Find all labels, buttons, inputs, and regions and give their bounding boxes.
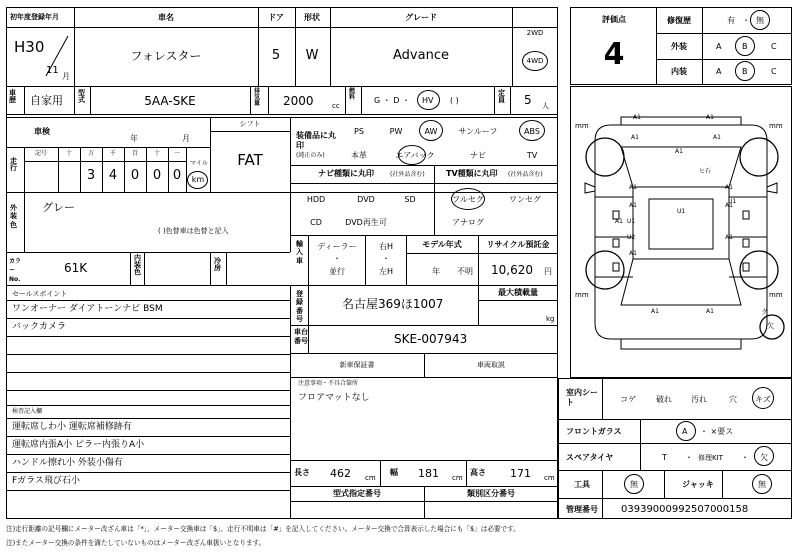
sheet-stain: 汚れ xyxy=(691,395,707,404)
spare-sep2: ・ xyxy=(741,453,749,462)
diagram-label: A1 xyxy=(725,184,733,191)
mileage-grid xyxy=(24,147,210,192)
equip-navi: ナビ xyxy=(470,151,486,160)
car-name-label: 車名 xyxy=(158,13,174,22)
mileage-digit: 3 xyxy=(86,168,96,183)
tv-oneseg: ワンセグ xyxy=(509,195,541,204)
mileage-head-symbol: 記号 xyxy=(34,150,48,157)
mileage-head-10: 十 xyxy=(153,150,161,157)
diagram-label: A1 xyxy=(713,134,721,141)
first-reg-label: 初年度登録年月 xyxy=(10,13,59,21)
capacity-label: 定員 xyxy=(498,89,505,104)
diagram-label: A1 xyxy=(706,114,714,121)
control-value: 0393900099250700015​8 xyxy=(621,504,749,515)
displacement-unit: cc xyxy=(332,102,340,110)
interior-a: A xyxy=(716,67,722,76)
tv-label-sub: (社外品含む) xyxy=(508,171,543,178)
drive-4wd: 4WD xyxy=(526,57,544,65)
jack-label: ジャッキ xyxy=(682,480,714,489)
model-year-value: 不明 xyxy=(457,267,473,276)
tools-label: 工具 xyxy=(574,480,590,489)
sales-point-line: ワンオーナー ダイアトーンナビ BSM xyxy=(12,304,163,314)
sheet-hole: 穴 xyxy=(729,395,737,404)
color-value: グレー xyxy=(42,201,75,214)
windshield-selected: A xyxy=(682,427,688,436)
inspection-note-line: 運転席内張A小 ピラー内張りA小 xyxy=(12,440,145,450)
diagram-mm: mm xyxy=(769,122,783,130)
capacity-unit: 人 xyxy=(542,102,549,110)
spare-sep: ・ xyxy=(685,453,693,462)
diagram-label: A1 xyxy=(725,202,733,209)
car-name: フォレスター xyxy=(130,49,202,63)
inspection-year-unit: 年 xyxy=(130,134,138,143)
color-code-value: 61K xyxy=(64,261,88,275)
door-count: 5 xyxy=(271,48,281,63)
era-year: H30 xyxy=(14,38,45,56)
reg-month-unit: 月 xyxy=(62,72,70,81)
color-code-label: カラーNo. xyxy=(9,258,22,283)
import-right: 右H xyxy=(378,242,394,251)
interior-sheet-label: 室内シート xyxy=(566,388,598,408)
diagram-ku: ク xyxy=(761,308,768,316)
notes-value: フロアマットなし xyxy=(298,393,370,403)
new-car-warranty-label: 新車保証書 xyxy=(339,361,375,369)
interior-c: C xyxy=(771,67,777,76)
repair-label: 修復歴 xyxy=(667,16,691,25)
sheet-tear: 破れ xyxy=(656,395,672,404)
reg-month: 11 xyxy=(46,65,59,76)
equip-abs: ABS xyxy=(524,127,540,136)
diagram-label: A1 xyxy=(675,148,683,155)
equipment-label: 装備品に丸印 xyxy=(296,131,336,151)
inspection-note-line: ハンドル擦れ小 外装小傷有 xyxy=(12,458,123,468)
jack-value: 無 xyxy=(758,480,766,489)
model-label: 型式 xyxy=(78,89,85,104)
door-label: ドア xyxy=(268,13,284,22)
equip-sunroof: サンルーフ xyxy=(458,127,498,136)
navi-label: ナビ種類に丸印 xyxy=(318,169,374,178)
spare-t: T xyxy=(662,453,667,462)
inspection-label: 車検 xyxy=(34,127,50,136)
mileage-label: 走行 xyxy=(10,157,17,172)
interior-label: 内装 xyxy=(671,67,687,76)
fuel-label: 燃料 xyxy=(349,88,356,101)
displacement-label: 排気量 xyxy=(254,88,261,107)
mileage-head-100k: 十 xyxy=(65,150,73,157)
windshield-rest: ・ ×要ス xyxy=(700,427,734,436)
shift-value: FAT xyxy=(237,151,263,169)
mileage-head-100: 百 xyxy=(131,150,139,157)
repair-sep: ・ xyxy=(742,16,750,25)
mileage-digit: 0 xyxy=(152,168,162,183)
sales-point-line: バックカメラ xyxy=(12,322,67,332)
height-label: 高さ xyxy=(470,468,486,477)
tools-value: 無 xyxy=(630,480,638,489)
navi-hdd: HDD xyxy=(306,195,326,204)
recycle-unit: 円 xyxy=(544,267,552,276)
fuel-selected: HV xyxy=(422,96,434,105)
ac-label: 冷房 xyxy=(214,257,221,272)
chassis-value: SKE-007943 xyxy=(394,332,468,346)
score-value: 4 xyxy=(603,37,625,72)
tv-analog: アナログ xyxy=(452,218,484,227)
diagram-label: U2 xyxy=(627,234,636,241)
navi-sd: SD xyxy=(404,195,416,204)
shape-label: 形状 xyxy=(304,13,320,22)
diagram-label: A1 xyxy=(629,250,637,257)
tv-label: TV種類に丸印 xyxy=(446,169,498,178)
equip-airbag: エアバック xyxy=(395,151,435,160)
score-label: 評価点 xyxy=(602,15,626,24)
height-unit: cm xyxy=(544,474,555,482)
max-load-unit: kg xyxy=(546,315,555,323)
class-number-label: 類別区分番号 xyxy=(467,489,515,498)
import-dealer: ディーラー xyxy=(317,242,357,251)
width-label: 幅 xyxy=(390,468,398,477)
control-label: 管理番号 xyxy=(566,505,598,514)
color-label: 外装色 xyxy=(10,204,17,229)
shift-label: シフト xyxy=(239,120,261,128)
fuel-options: G ・ D ・ xyxy=(374,96,410,105)
registration-label: 登録番号 xyxy=(296,290,303,324)
diagram-label: U1 xyxy=(677,208,686,215)
recycle-value: 10,620 xyxy=(491,263,533,277)
model-value: 5AA-SKE xyxy=(144,94,196,108)
chassis-label: 車台番号 xyxy=(294,328,308,346)
spare-selected: 欠 xyxy=(760,453,768,462)
import-parallel: 並行 xyxy=(329,267,345,276)
interior-b: B xyxy=(742,67,748,76)
repair-yes: 有 xyxy=(727,16,735,25)
color-note: ( )色替車は色替と記入 xyxy=(158,227,229,235)
usage-label: 車歴 xyxy=(9,89,16,104)
mileage-head-mile: マイル xyxy=(190,160,208,167)
diagram-label: A1 xyxy=(615,218,623,225)
mileage-head-1k: 千 xyxy=(109,150,117,157)
navi-cd: CD xyxy=(310,218,322,227)
exterior-c: C xyxy=(771,42,777,51)
import-dot: ・ xyxy=(333,254,341,263)
equip-aw: AW xyxy=(424,127,438,136)
exterior-a: A xyxy=(716,42,722,51)
spare-label: スペアタイヤ xyxy=(566,453,614,462)
repair-selected: 無 xyxy=(756,16,764,25)
inspection-notes-label: 検査記入欄 xyxy=(12,408,43,415)
grade-label: グレード xyxy=(405,13,437,22)
length-value: 462 xyxy=(330,467,351,480)
footer-note: 注)またメーター交換の条件を満たしていないものはメーター改ざん車扱いとなります。 xyxy=(6,539,266,547)
diagram-label: A1 xyxy=(633,114,641,121)
interior-color-label: 内装色 xyxy=(134,254,141,276)
car-outline xyxy=(571,87,793,379)
mileage-head-1: 一 xyxy=(173,150,181,157)
width-unit: cm xyxy=(452,474,463,482)
registration-value: 名古屋369ほ1007 xyxy=(342,297,444,311)
diagram-mm: mm xyxy=(575,122,589,130)
exterior-label: 外装 xyxy=(671,42,687,51)
diagram-label: A1 xyxy=(629,202,637,209)
diagram-ketsu: 欠 xyxy=(767,322,774,330)
type-designation-label: 型式指定番号 xyxy=(333,489,381,498)
model-year-label: モデル年式 xyxy=(422,240,462,249)
sheet-burn: コゲ xyxy=(620,395,636,404)
spare-kit: 修理KIT xyxy=(698,454,723,462)
max-load-label: 最大積載量 xyxy=(498,288,538,297)
navi-dvd: DVD xyxy=(357,195,375,204)
diagram-label: A1 xyxy=(629,184,637,191)
equip-tv: TV xyxy=(526,151,538,160)
mileage-digit: 4 xyxy=(108,168,118,183)
diagram-label: ヒ石 xyxy=(699,168,712,175)
navi-dvd-play: DVD再生可 xyxy=(345,218,387,227)
import-left: 左H xyxy=(378,267,394,276)
usage-value: 自家用 xyxy=(30,94,63,107)
navi-label-sub: (社外品含む) xyxy=(390,171,425,178)
diagram-label: A1 xyxy=(651,308,659,315)
equip-ps: PS xyxy=(354,127,364,136)
diagram-label: U1 xyxy=(627,218,636,225)
equip-pw: PW xyxy=(389,127,403,136)
notes-label: 注意事項・不具合箇所 xyxy=(298,380,359,387)
import-dot2: ・ xyxy=(382,254,390,263)
capacity-value: 5 xyxy=(524,93,532,107)
grade-value: Advance xyxy=(393,48,449,63)
diagram-label: U1 xyxy=(728,198,737,205)
length-label: 長さ xyxy=(294,468,310,477)
fuel-other: ( ) xyxy=(450,96,459,105)
inspection-month-unit: 月 xyxy=(182,134,190,143)
mileage-digit: 0 xyxy=(172,168,182,183)
inspection-note-line: Fガラス飛び石小 xyxy=(12,476,80,486)
diagram-label: A1 xyxy=(706,308,714,315)
windshield-label: フロントガラス xyxy=(566,427,622,436)
drive-2wd: 2WD xyxy=(526,29,544,37)
equipment-label-sub: (純正のみ) xyxy=(296,152,325,159)
body-shape: W xyxy=(305,48,319,63)
manual-label: 車両取説 xyxy=(477,361,505,369)
recycle-label: リサイクル預託金 xyxy=(486,240,550,249)
inspection-note-line: 運転席しわ小 運転席補修跡有 xyxy=(12,422,132,432)
footer-note: 注)走行距離の記号欄にメーター改ざん車は「*」、メーター交換車は「$」、走行不明車は「#」を記入してください。メーター交換で合算表示した場合にも「$」は必要です。 xyxy=(6,525,520,533)
width-value: 181 xyxy=(418,467,439,480)
displacement-value: 2000 xyxy=(283,94,314,108)
diagram-mm: mm xyxy=(575,291,589,299)
length-unit: cm xyxy=(365,474,376,482)
diagram-mm: mm xyxy=(769,291,783,299)
sales-points-label: セールスポイント xyxy=(12,290,68,298)
mileage-digit: 0 xyxy=(130,168,140,183)
import-label: 輸入車 xyxy=(296,240,303,265)
sheet-scratch: キズ xyxy=(755,395,771,404)
exterior-b: B xyxy=(742,42,748,51)
car-diagram xyxy=(570,86,792,378)
height-value: 171 xyxy=(510,467,531,480)
model-year-unit: 年 xyxy=(432,267,440,276)
diagram-label: A1 xyxy=(631,134,639,141)
diagram-label: A1 xyxy=(725,234,733,241)
equip-leather: 本革 xyxy=(351,151,367,160)
tv-fullseg: フルセグ xyxy=(452,195,484,204)
mileage-unit: km xyxy=(191,175,205,184)
mileage-head-10k: 万 xyxy=(87,150,95,157)
